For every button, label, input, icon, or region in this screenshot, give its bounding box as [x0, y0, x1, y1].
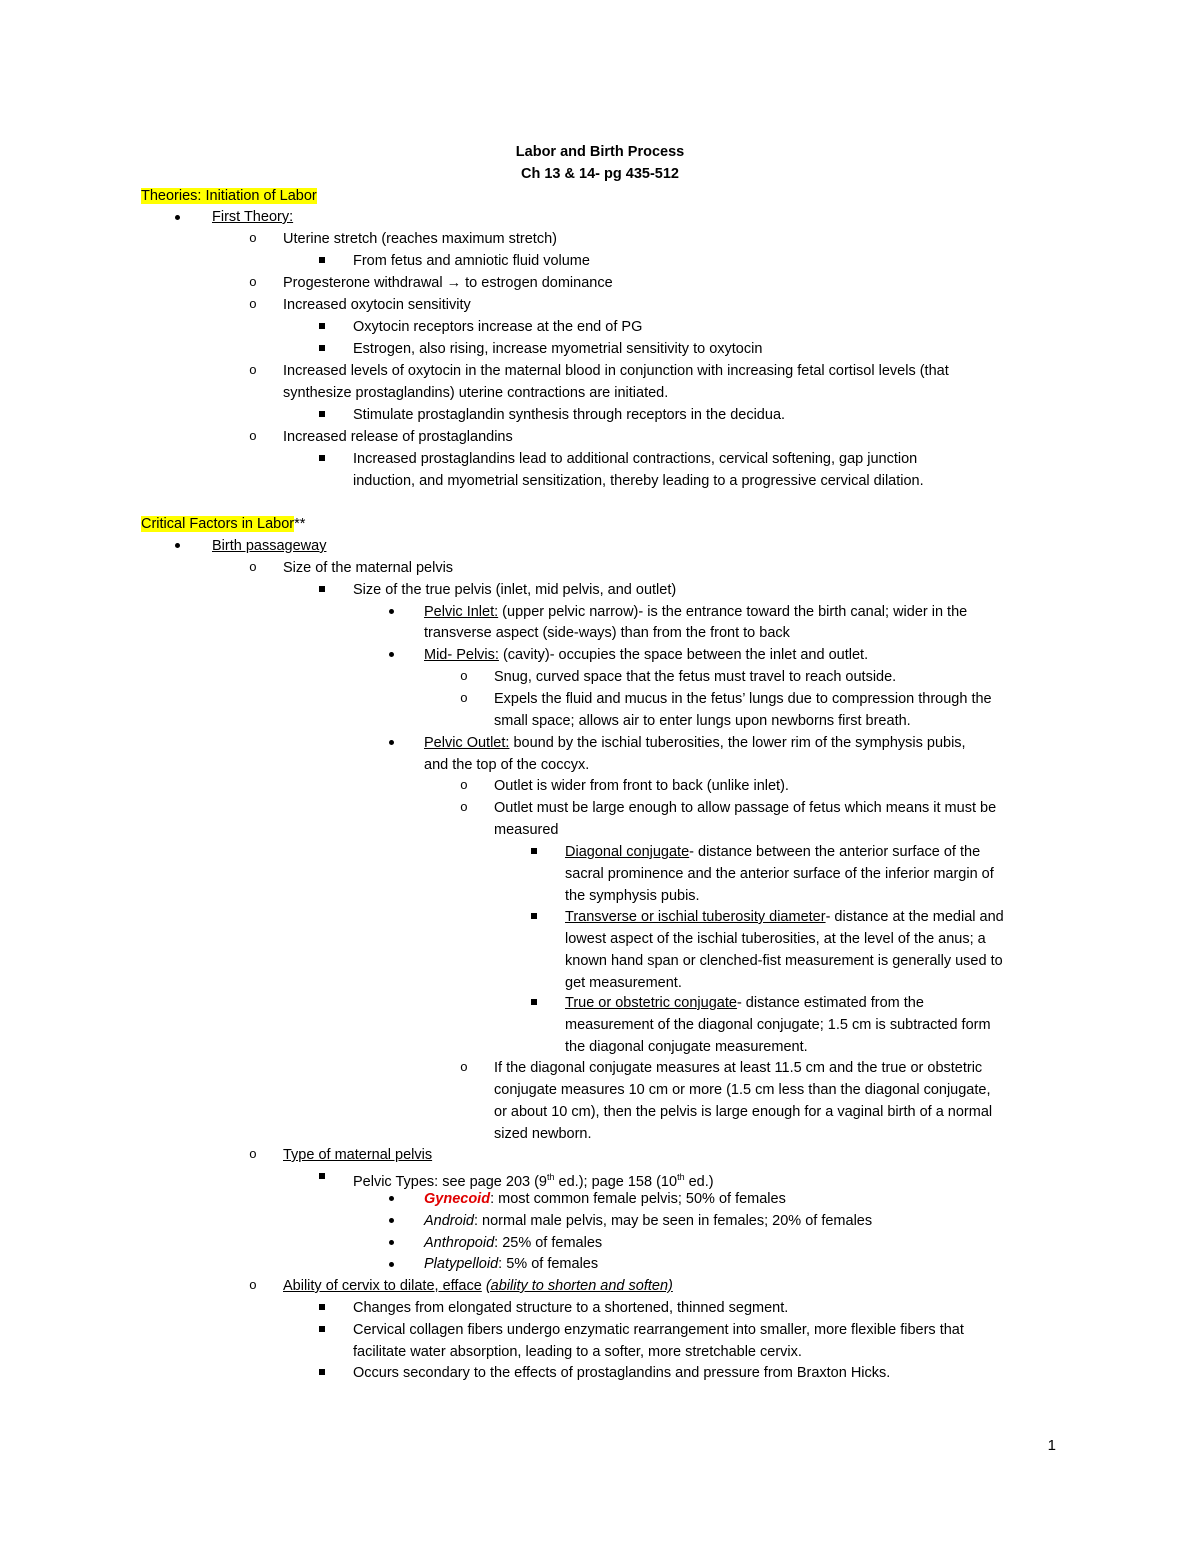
text-part: ed.)	[684, 1173, 714, 1190]
list-item: Increased oxytocin sensitivity	[283, 297, 471, 313]
list-item-continued: get measurement.	[565, 975, 682, 991]
term-italic: (ability to shorten and soften)	[485, 1278, 673, 1294]
list-item: Outlet is wider from front to back (unlike inlet).	[494, 778, 789, 794]
term-text: (upper pelvic narrow)- is the entrance toward the birth canal; wider in the	[498, 604, 968, 620]
bullet-o-icon: o	[460, 778, 468, 793]
term-text: : most common female pelvis; 50% of females	[490, 1191, 786, 1207]
bullet-dot-icon	[389, 1262, 394, 1267]
platypelloid-item	[424, 1255, 598, 1273]
superscript: th	[677, 1172, 685, 1182]
bullet-dot-icon	[389, 1196, 394, 1201]
list-item-continued: sacral prominence and the anterior surface of the inferior margin of	[565, 866, 994, 882]
bullet-o-icon: o	[249, 275, 257, 290]
term-text: : 25% of females	[494, 1235, 603, 1251]
text-part: Pelvic Types: see page 203 (9	[353, 1173, 547, 1190]
list-item: Increased release of prostaglandins	[283, 429, 513, 445]
term-label: Ability of cervix to dilate, efface	[283, 1278, 482, 1294]
first-theory-label: First Theory:	[212, 209, 294, 225]
list-item-continued: sized newborn.	[494, 1126, 592, 1142]
term-label: Platypelloid	[424, 1256, 499, 1272]
bullet-square-icon	[319, 411, 325, 417]
pelvic-inlet-item	[424, 603, 967, 621]
list-item: Snug, curved space that the fetus must travel to reach outside.	[494, 669, 897, 685]
term-label: Android	[424, 1213, 474, 1229]
term-label: Diagonal conjugate	[565, 844, 690, 860]
bullet-square-icon	[319, 1369, 325, 1375]
bullet-o-icon: o	[249, 1278, 257, 1293]
bullet-o-icon: o	[460, 1060, 468, 1075]
android-item	[424, 1212, 872, 1230]
bullet-square-icon	[319, 1304, 325, 1310]
term-text: - distance at the medial and	[825, 909, 1004, 925]
anthropoid-item	[424, 1234, 602, 1252]
highlight: Critical Factors in Labor	[141, 516, 295, 532]
bullet-dot-icon	[175, 543, 180, 548]
term-label: Pelvic Outlet:	[424, 735, 510, 751]
list-item: Cervical collagen fibers undergo enzymatic rearrangement into smaller, more flexible fibers that	[353, 1322, 964, 1338]
list-item: Estrogen, also rising, increase myometrial sensitivity to oxytocin	[353, 341, 763, 357]
list-item-continued: known hand span or clenched-fist measurement is generally used to	[565, 953, 1003, 969]
highlight: Theories: Initiation of Labor	[141, 188, 317, 204]
bullet-dot-icon	[389, 740, 394, 745]
term-text: : 5% of females	[498, 1256, 599, 1272]
bullet-dot-icon	[389, 609, 394, 614]
bullet-square-icon	[319, 1326, 325, 1332]
bullet-o-icon: o	[460, 669, 468, 684]
list-item: Progesterone withdrawal → to estrogen dominance	[283, 275, 613, 291]
list-item-continued: small space; allows air to enter lungs upon newborns first breath.	[494, 713, 911, 729]
bullet-o-icon: o	[249, 363, 257, 378]
bullet-o-icon: o	[249, 297, 257, 312]
bullet-dot-icon	[389, 1240, 394, 1245]
bullet-o-icon: o	[249, 231, 257, 246]
term-text: bound by the ischial tuberosities, the lower rim of the symphysis pubis,	[509, 735, 966, 751]
list-item: Increased prostaglandins lead to additional contractions, cervical softening, gap junction	[353, 451, 918, 467]
section-heading-theories	[141, 187, 317, 205]
bullet-square-icon	[319, 1173, 325, 1179]
list-item: Size of the maternal pelvis	[283, 560, 454, 576]
bullet-dot-icon	[389, 1218, 394, 1223]
bullet-square-icon	[531, 913, 537, 919]
term-label: Gynecoid	[424, 1191, 491, 1207]
list-item-continued: lowest aspect of the ischial tuberosities, at the level of the anus; a	[565, 931, 986, 947]
list-item-continued: conjugate measures 10 cm or more (1.5 cm less than the diagonal conjugate,	[494, 1082, 991, 1098]
text-part: ed.); page 158 (10	[554, 1173, 678, 1190]
bullet-square-icon	[319, 257, 325, 263]
transverse-diameter-item	[565, 908, 1004, 926]
document-subtitle: Ch 13 & 14- pg 435-512	[521, 166, 679, 182]
bullet-square-icon	[319, 455, 325, 461]
list-item-continued: synthesize prostaglandins) uterine contractions are initiated.	[283, 385, 669, 401]
heading-suffix: **	[294, 516, 306, 532]
term-label: Anthropoid	[424, 1235, 495, 1251]
list-item: Oxytocin receptors increase at the end of PG	[353, 319, 643, 335]
diagonal-conjugate-item	[565, 843, 980, 861]
bullet-dot-icon	[175, 215, 180, 220]
bullet-o-icon: o	[249, 1147, 257, 1162]
type-pelvis-label: Type of maternal pelvis	[283, 1147, 433, 1163]
mid-pelvis-item	[424, 646, 868, 664]
pelvic-types-item	[353, 1168, 714, 1191]
term-text: - distance between the anterior surface of the	[689, 844, 981, 860]
bullet-square-icon	[319, 323, 325, 329]
bullet-square-icon	[531, 999, 537, 1005]
term-label: Pelvic Inlet:	[424, 604, 499, 620]
list-item-continued: facilitate water absorption, leading to a softer, more stretchable cervix.	[353, 1344, 802, 1360]
list-item: Expels the fluid and mucus in the fetus’ lungs due to compression through the	[494, 691, 992, 707]
list-item-continued: and the top of the coccyx.	[424, 757, 590, 773]
term-label: Transverse or ischial tuberosity diameter	[565, 909, 826, 925]
gynecoid-item	[424, 1190, 786, 1208]
term-label: True or obstetric conjugate	[565, 995, 737, 1011]
bullet-o-icon: o	[460, 800, 468, 815]
list-item: Occurs secondary to the effects of prostaglandins and pressure from Braxton Hicks.	[353, 1365, 891, 1381]
pelvic-outlet-item	[424, 734, 966, 752]
bullet-o-icon: o	[460, 691, 468, 706]
true-conjugate-item	[565, 994, 924, 1012]
bullet-square-icon	[319, 345, 325, 351]
term-text: : normal male pelvis, may be seen in females; 20% of females	[473, 1213, 873, 1229]
list-item: Increased levels of oxytocin in the maternal blood in conjunction with increasing fetal cortisol levels (that	[283, 363, 949, 379]
bullet-square-icon	[531, 848, 537, 854]
section-heading-critical-factors	[141, 515, 305, 533]
term-text: (cavity)- occupies the space between the inlet and outlet.	[498, 647, 869, 663]
list-item: Stimulate prostaglandin synthesis through receptors in the decidua.	[353, 407, 786, 423]
bullet-dot-icon	[389, 652, 394, 657]
term-label: Mid- Pelvis:	[424, 647, 499, 663]
term-text: - distance estimated from the	[736, 995, 924, 1011]
list-item-continued: induction, and myometrial sensitization, thereby leading to a progressive cervical dilation.	[353, 473, 924, 489]
list-item-continued: or about 10 cm), then the pelvis is large enough for a vaginal birth of a normal	[494, 1104, 993, 1120]
list-item: From fetus and amniotic fluid volume	[353, 253, 590, 269]
bullet-square-icon	[319, 586, 325, 592]
list-item-continued: the diagonal conjugate measurement.	[565, 1039, 808, 1055]
bullet-o-icon: o	[249, 560, 257, 575]
list-item-continued: transverse aspect (side-ways) than from the front to back	[424, 625, 790, 641]
list-item-continued: the symphysis pubis.	[565, 888, 700, 904]
list-item: Size of the true pelvis (inlet, mid pelvis, and outlet)	[353, 582, 677, 598]
document-title: Labor and Birth Process	[515, 144, 685, 160]
birth-passageway-label: Birth passageway	[212, 538, 327, 554]
list-item: Outlet must be large enough to allow passage of fetus which means it must be	[494, 800, 997, 816]
list-item: Changes from elongated structure to a shortened, thinned segment.	[353, 1300, 789, 1316]
superscript: th	[547, 1172, 555, 1182]
list-item-continued: measured	[494, 822, 559, 838]
list-item-continued: measurement of the diagonal conjugate; 1.5 cm is subtracted form	[565, 1017, 991, 1033]
page-number: 1	[1047, 1437, 1056, 1454]
list-item: If the diagonal conjugate measures at least 11.5 cm and the true or obstetric	[494, 1060, 983, 1076]
list-item: Uterine stretch (reaches maximum stretch)	[283, 231, 557, 247]
cervix-item	[283, 1277, 673, 1295]
bullet-o-icon: o	[249, 429, 257, 444]
